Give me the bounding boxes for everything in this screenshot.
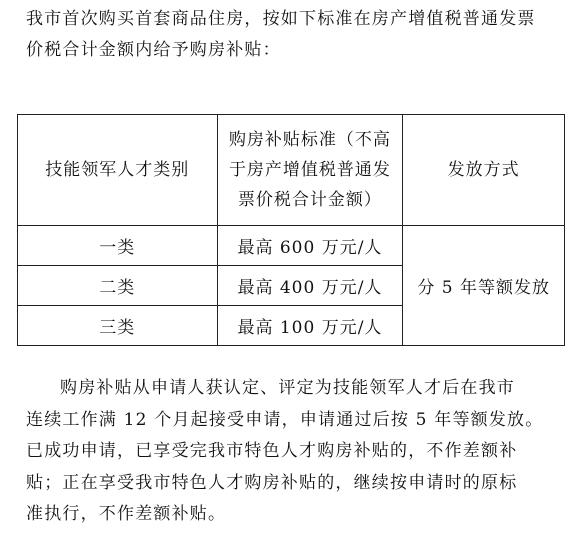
header-standard-line: 于房产增值税普通发 <box>228 160 391 180</box>
header-category: 技能领军人才类别 <box>18 115 218 226</box>
body-line: 贴；正在享受我市特色人才购房补贴的，继续按申请时的原标 <box>26 472 518 493</box>
body-line <box>26 373 566 405</box>
header-method: 发放方式 <box>403 115 565 226</box>
header-standard <box>217 115 403 226</box>
header-standard-line: 票价税合计金额） <box>237 190 382 210</box>
row-standard: 最高 600 万元/人 <box>217 226 403 266</box>
header-standard-line: 购房补贴标准（不高 <box>228 130 391 150</box>
body-line: 准执行，不作差额补贴。 <box>26 504 227 524</box>
body-line: 连续工作满 12 个月起接受申请，申请通过后按 5 年等额发放。 <box>26 409 544 430</box>
intro-line: 我市首次购买首套商品住房，按如下标准在房产增值税普通发票 <box>26 9 536 29</box>
table-row <box>18 226 565 266</box>
row-standard: 最高 100 万元/人 <box>217 306 403 346</box>
row-category: 三类 <box>18 306 218 346</box>
row-category: 一类 <box>18 226 218 266</box>
subsidy-table <box>17 114 565 346</box>
body-paragraph <box>26 373 566 531</box>
row-standard: 最高 400 万元/人 <box>217 266 403 306</box>
body-line-text: 购房补贴从申请人获认定、评定为技能领军人才后在我市 <box>60 378 515 398</box>
row-category: 二类 <box>18 266 218 306</box>
table-header-row <box>18 115 565 226</box>
intro-line: 价税合计金额内给予购房补贴： <box>26 40 281 60</box>
body-line: 已成功申请，已享受完我市特色人才购房补贴的，不作差额补 <box>26 441 518 461</box>
intro-paragraph <box>26 4 566 66</box>
method-cell: 分 5 年等额发放 <box>403 226 565 346</box>
